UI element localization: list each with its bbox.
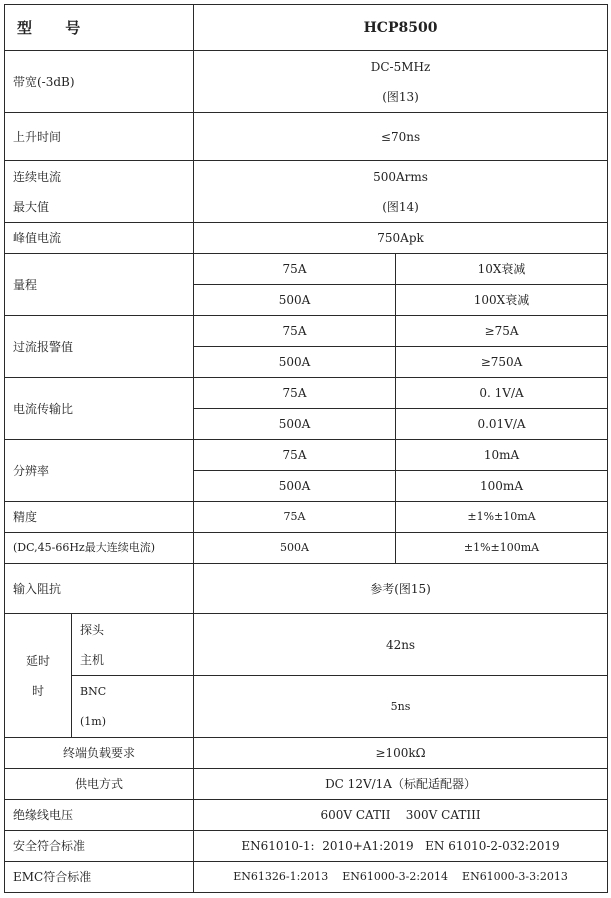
accuracy-r1-c2: ±1%±10mA (396, 502, 608, 533)
continuous-current-label-cell (5, 161, 194, 223)
row-rise-time (5, 113, 608, 161)
row-bandwidth (5, 51, 608, 113)
range-label: 量程 (5, 254, 194, 316)
delay-label-2: 时 (31, 683, 44, 698)
row-resolution-1 (5, 440, 608, 471)
row-emc (5, 862, 608, 893)
range-r2-c2: 100X衰减 (396, 285, 608, 316)
accuracy-r2-c1: 500A (194, 533, 396, 564)
row-input-impedance (5, 564, 608, 614)
row-range-1 (5, 254, 608, 285)
power-label: 供电方式 (5, 769, 194, 800)
rise-time-label: 上升时间 (5, 113, 194, 161)
ratio-r1-c2: 0. 1V/A (396, 378, 608, 409)
termination-label: 终端负载要求 (5, 738, 194, 769)
row-delay-1 (5, 614, 608, 676)
insulation-label: 绝缘线电压 (5, 800, 194, 831)
bandwidth-note: (图13) (382, 89, 419, 104)
overcurrent-r1-c2: ≥75A (396, 316, 608, 347)
ratio-label: 电流传输比 (5, 378, 194, 440)
row-power (5, 769, 608, 800)
continuous-current-label-2: 最大值 (13, 199, 50, 214)
safety-value: EN61010-1: 2010+A1:2019 EN 61010-2-032:2019 (194, 831, 608, 862)
delay-probe-host-cell (72, 614, 194, 676)
row-insulation (5, 800, 608, 831)
emc-label: EMC符合标准 (5, 862, 194, 893)
safety-label: 安全符合标准 (5, 831, 194, 862)
accuracy-r2-c2: ±1%±100mA (396, 533, 608, 564)
continuous-current-value-cell (194, 161, 608, 223)
delay-label-1: 延时 (25, 653, 50, 668)
delay-probe-label: 探头 (80, 622, 105, 637)
row-overcurrent-1 (5, 316, 608, 347)
row-accuracy-2 (5, 533, 608, 564)
input-impedance-label: 输入阻抗 (5, 564, 194, 614)
power-value: DC 12V/1A（标配适配器） (194, 769, 608, 800)
accuracy-label-2: (DC,45-66Hz最大连续电流) (5, 533, 194, 564)
range-r2-c1: 500A (194, 285, 396, 316)
resolution-r1-c1: 75A (194, 440, 396, 471)
range-r1-c1: 75A (194, 254, 396, 285)
delay-label-cell (5, 614, 72, 738)
overcurrent-r2-c1: 500A (194, 347, 396, 378)
delay-probe-host-value: 42ns (194, 614, 608, 676)
model-label: 型 号 (5, 5, 194, 51)
delay-bnc-cell (72, 676, 194, 738)
input-impedance-value: 参考(图15) (194, 564, 608, 614)
delay-bnc-length: (1m) (80, 714, 107, 728)
delay-bnc-label: BNC (80, 684, 107, 698)
ratio-r1-c1: 75A (194, 378, 396, 409)
bandwidth-value: DC-5MHz (370, 59, 431, 74)
row-model (5, 5, 608, 51)
overcurrent-label: 过流报警值 (5, 316, 194, 378)
insulation-value: 600V CATII 300V CATIII (194, 800, 608, 831)
peak-current-value: 750Apk (194, 223, 608, 254)
termination-value: ≥100kΩ (194, 738, 608, 769)
row-ratio-1 (5, 378, 608, 409)
continuous-current-note: (图14) (382, 199, 419, 214)
accuracy-r1-c1: 75A (194, 502, 396, 533)
range-r1-c2: 10X衰减 (396, 254, 608, 285)
row-continuous-current (5, 161, 608, 223)
peak-current-label: 峰值电流 (5, 223, 194, 254)
row-delay-2 (5, 676, 608, 738)
row-accuracy-1 (5, 502, 608, 533)
bandwidth-value-cell (194, 51, 608, 113)
emc-value: EN61326-1:2013 EN61000-3-2:2014 EN61000-3-3:2013 (194, 862, 608, 893)
resolution-r2-c1: 500A (194, 471, 396, 502)
row-peak-current (5, 223, 608, 254)
ratio-r2-c1: 500A (194, 409, 396, 440)
model-value: HCP8500 (194, 5, 608, 51)
rise-time-value: ≤70ns (194, 113, 608, 161)
overcurrent-r2-c2: ≥750A (396, 347, 608, 378)
row-safety (5, 831, 608, 862)
resolution-r2-c2: 100mA (396, 471, 608, 502)
continuous-current-value: 500Arms (373, 169, 428, 184)
ratio-r2-c2: 0.01V/A (396, 409, 608, 440)
resolution-label: 分辨率 (5, 440, 194, 502)
accuracy-label-1: 精度 (5, 502, 194, 533)
resolution-r1-c2: 10mA (396, 440, 608, 471)
delay-host-label: 主机 (80, 652, 105, 667)
row-termination (5, 738, 608, 769)
continuous-current-label-1: 连续电流 (13, 169, 62, 184)
spec-table (4, 4, 608, 893)
overcurrent-r1-c1: 75A (194, 316, 396, 347)
bandwidth-label: 带宽(-3dB) (5, 51, 194, 113)
delay-bnc-value: 5ns (194, 676, 608, 738)
